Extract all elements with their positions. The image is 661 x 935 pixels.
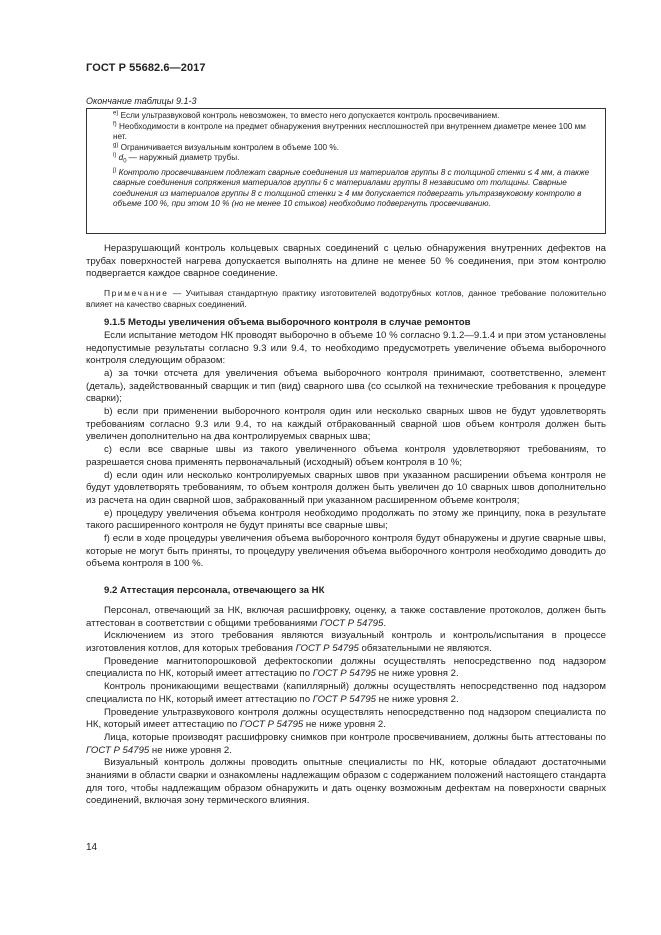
paragraph-radiography: Лица, которые производят расшифровку снимков при контроле просвечиванием, должны быть аттестованы по ГОСТ Р 54795 не ниже уровня 2. <box>86 731 606 756</box>
footnote-f: $^{f)}$ Необходимости в контроле на предмет обнаружения внутренних несплошностей при внутреннем диаметре менее 100 мм нет. <box>113 120 586 142</box>
note-paragraph: Примечание — Учитывая стандартную практику изготовителей водотрубных котлов, данное требование положительно влияет на качество сварных соединений. <box>86 288 606 310</box>
standard-reference: ГОСТ Р 54795 <box>86 744 150 756</box>
standard-reference: ГОСТ Р 54795 <box>240 719 304 731</box>
footnote-e: $^{е)}$ Если ультразвуковой контроль невозможен, то вместо него допускается контроль просвечиванием. <box>113 110 500 120</box>
table-footnotes-box <box>86 108 606 234</box>
paragraph-penetrant: Контроль проникающими веществами (капиллярный) должны осуществлять непосредственно под надзором специалиста по НК, который имеет аттестацию по ГОСТ Р 54795 не ниже уровня 2. <box>86 681 606 705</box>
standard-reference: ГОСТ Р 54795 <box>295 642 359 654</box>
standard-reference: ГОСТ Р 54795 <box>312 693 376 705</box>
paragraph-visual: Визуальный контроль должны проводить опытные специалисты по НК, которые обладают достаточными знаниями в области сварки и ознакомлены надлежащим образом с содержанием положений настоящего стандарта для того, чтобы надлежащим образом обнаружить и дать оценку возможным дефектам на поверхности сварных соединений, включая зону термического влияния. <box>86 757 606 807</box>
list-item-e: e) процедуру увеличения объема контроля необходимо продолжать по этому же принципу, пока в результате такого расширенного контроля не будут приняты все сварные швы; <box>86 507 606 532</box>
list-item-c: c) если все сварные швы из такого увеличенного объема контроля удовлетворяют требованиям, то разрешается снова применять первоначальный (исходный) объем контроля в 10 %; <box>86 444 606 468</box>
list-item-a: a) за точки отсчета для увеличения объема выборочного контроля принимают, соответственно, элемент (деталь), задействованный сварщик и тип (вид) сварного шва (со ссылкой на технические требования к процедуре сварки); <box>86 367 606 405</box>
paragraph-ring-welds: Неразрушающий контроль кольцевых сварных соединений с целью обнаружения внутренних дефектов на трубах поверхностей нагрева допускается выполнять на длине не менее 50 % соединения, при этом контролю подвергается каждое сварное соединение. <box>86 243 606 280</box>
paragraph-magnetic: Проведение магнитопорошковой дефектоскопии должны осуществлять непосредственно под надзором специалиста по НК, который имеет аттестацию по ГОСТ Р 54795 не ниже уровня 2. <box>86 655 606 680</box>
document-body <box>86 243 606 808</box>
paragraph-ultrasonic: Проведение ультразвукового контроля должны осуществлять непосредственно под надзором специалиста по НК, который имеет аттестацию по ГОСТ Р 54795 не ниже уровня 2. <box>86 706 606 731</box>
document-header: ГОСТ Р 55682.6—2017 <box>86 62 206 74</box>
page-number: 14 <box>86 842 98 853</box>
standard-reference: ГОСТ Р 54795 <box>320 617 384 629</box>
footnote-i: $^{i)}$ $d_0$ — наружный диаметр трубы. <box>113 152 240 166</box>
section-9-1-5-intro: Если испытание методом НК проводят выборочно в объеме 10 % согласно 9.1.2—9.1.4 и при этом установлены недопустимые результаты согласно 9.3 или 9.4, то необходимо предусмотреть увеличение объема выборочного контроля следующим образом: <box>86 329 606 367</box>
section-9-1-5-title: 9.1.5 Методы увеличения объема выборочного контроля в случае ремонтов <box>104 317 471 329</box>
list-item-d: d) если один или несколько контролируемых сварных швов при указанном расширении объема контроля не будут удовлетворять требованиям, то объем контроля должен быть увеличен до 10 сварных швов дополнительно из расчета на один сварной шов, забракованный при указанном расширенном объеме контроля; <box>86 469 606 506</box>
list-item-f: f) если в ходе процедуры увеличения объема выборочного контроля будут обнаружены и другие сварные швы, которые не могут быть приняты, то процедуру увеличения объема выборочного контроля необходимо доводить до объема контроля в 100 %. <box>86 533 606 570</box>
paragraph-personnel: Персонал, отвечающий за НК, включая расшифровку, оценку, а также составление протоколов, должен быть аттестован в соответствии с общими требованиями ГОСТ Р 54795. <box>86 604 606 629</box>
section-9-2-title: 9.2 Аттестация персонала, отвечающего за НК <box>104 585 325 597</box>
footnote-g: $^{g)}$ Ограничивается визуальным контролем в объеме 100 %. <box>113 142 339 152</box>
footnote-j: $^{j)}$ Контролю просвечиванием подлежат сварные соединения из материалов группы 8 с толщиной стенки ≤ 4 мм, а также сварные соединения сопряжения материалов группы 6 с материалами группы 8 независимо от толщины. Сварные соединения из материалов группы 8 с толщиной стенки ≥ 4 мм допускается подвергать ультразвуковому контролю в объеме 100 %, при этом 10 % (но не менее 10 стыков) необходимо подвергнуть просвечиванию. <box>113 166 590 209</box>
list-item-b: b) если при применении выборочного контроля один или несколько сварных швов не будут удовлетворять требованиям согласно 9.3 или 9.4, то на каждый отбракованный сварной шов объем контроля должен быть увеличен дополнительно на два контролируемых сварных шва; <box>86 406 606 443</box>
table-continuation-caption: Окончание таблицы 9.1-3 <box>86 96 197 106</box>
paragraph-exceptions: Исключением из этого требования являются визуальный контроль и контроль/испытания в процессе изготовления котлов, для которых требования ГОСТ Р 54795 обязательными не являются. <box>86 630 606 654</box>
standard-reference: ГОСТ Р 54795 <box>312 668 376 680</box>
note-label: Примечание <box>104 288 169 299</box>
